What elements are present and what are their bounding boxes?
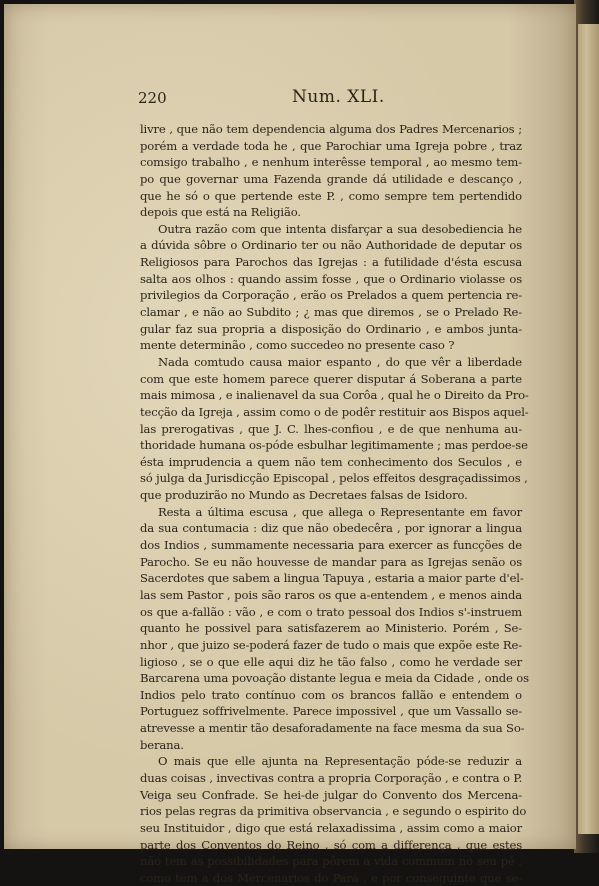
text-line: Outra razão com que intenta disfarçar a sua desobediencia he [158,221,522,236]
text-line: Veiga seu Confrade. Se hei-de julgar do Convento dos Mercena- [140,787,522,802]
text-line: las prerogativas , que J. C. lhes-confiou , e de que nenhuma au- [140,421,522,436]
text-line: Nada comtudo causa maior espanto , do que vêr a liberdade [158,354,522,369]
text-line: O mais que elle ajunta na Representação póde-se reduzir a [158,754,522,769]
text-line: parte dos Conventos do Reino , só com a differença , que estes [140,837,522,852]
facing-page-edge [578,24,599,834]
text-line: só julga da Jurisdicção Episcopal , pelos effeitos desgraçadissimos , [140,471,528,486]
text-line: Portuguez soffrivelmente. Parece impossivel , que um Vassallo se- [140,704,522,719]
page-number: 220 [138,89,167,107]
text-line: os que a-fallão : vão , e com o trato pessoal dos Indios s'-instruem [140,604,522,619]
text-line: gular faz sua propria a disposição do Ordinario , e ambos junta- [140,321,522,336]
text-line: mais mimosa , e inalienavel da sua Corôa , qual he o Direito da Pro- [140,388,529,403]
running-head: Num. XLI. [292,87,385,107]
text-line: da sua contumacia : diz que não obedecêra , por ignorar a lingua [140,521,522,536]
text-line: depois que está na Religião. [140,205,301,220]
text-line: mente determinão , como succedeo no presente caso ? [140,338,455,353]
text-line: livre , que não tem dependencia alguma dos Padres Mercenarios ; [140,122,522,136]
text-line: thoridade humana os-póde esbulhar legitimamente ; mas perdoe-se [140,438,528,453]
text-line: privilegios da Corporação , erão os Prelados a quem pertencia re- [140,288,522,303]
body-text [140,121,529,886]
text-line: berana. [140,737,184,752]
text-line: Religiosos para Parochos das Igrejas : a futilidade d'ésta escusa [140,255,522,270]
text-line: Resta a última escusa , que allega o Representante em favor [158,504,522,519]
text-line: nhor , que juizo se-poderá fazer de tudo o mais que expõe este Re- [140,637,522,652]
text-line: que produzirão no Mundo as Decretaes falsas de Isidoro. [140,488,468,503]
text-line: rios pelas regras da primitiva observancia , e segundo o espirito do [140,804,527,819]
text-line: ésta imprudencia a quem não tem conhecimento dos Seculos , e [140,454,522,469]
text-line: Indios pelo trato contínuo com os brancos fallão e entendem o [140,687,522,702]
page-header [138,89,518,113]
text-line: tecção da Igreja , assim como o de podêr restituir aos Bispos aquel- [140,404,529,419]
text-line: atrevesse a mentir tão desaforadamente na face mesma da sua So- [140,721,525,736]
text-line: po que governar uma Fazenda grande dá utilidade e descanço , [140,171,522,186]
text-line: que he só o que pertende este P. , como sempre tem pertendido [140,188,522,203]
text-line: dos Indios , summamente necessaria para exercer as funcções de [140,538,522,553]
text-line: quanto he possivel para satisfazerem ao Ministerio. Porém , Se- [140,621,522,636]
text-line: como tem a dos Mercenarios do Pará , e por conseguinte que se- [140,870,522,885]
text-line: las sem Pastor , pois são raros os que a-entendem , e menos ainda [140,587,522,602]
text-line: a dúvida sôbre o Ordinario ter ou não Authoridade de deputar os [140,238,522,253]
text-line: com que este homem parece querer disputar á Soberana a parte [140,371,522,386]
text-line: porém a verdade toda he , que Parochiar uma Igreja pobre , traz [140,138,522,153]
text-line: não tem as possibilidades para pôrem a vida commum no seu pé , [140,854,522,869]
text-line: seu Instituidor , digo que está relaxadissima , assim como a maior [140,820,522,835]
text-line: Sacerdotes que sabem a lingua Tapuya , estaria a maior parte d'el- [140,571,524,586]
text-line: ligioso , se o que elle aqui diz he tão falso , como he verdade ser [140,654,522,669]
text-line: Parocho. Se eu não houvesse de mandar para as Igrejas senão os [140,554,522,569]
text-line: clamar , e não ao Subdito ; ¿ mas que diremos , se o Prelado Re- [140,305,522,320]
text-line: Barcarena uma povoação distante legua e meia da Cidade , onde os [140,671,529,686]
text-line: salta aos olhos : quando assim fosse , que o Ordinario violasse os [140,271,522,286]
text-line: duas coisas , invectivas contra a propria Corporação , e contra o P. [140,770,523,785]
text-line: comsigo trabalho , e nenhum interêsse temporal , ao mesmo tem- [140,155,522,170]
